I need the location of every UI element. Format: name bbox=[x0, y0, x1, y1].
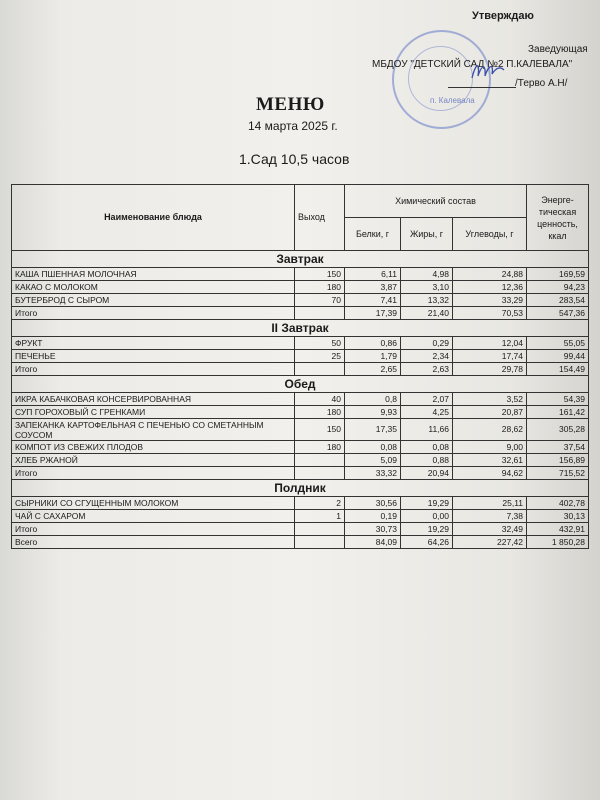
signature-name: /Терво А.Н/ bbox=[515, 78, 568, 89]
meal-title: Полдник bbox=[12, 480, 589, 497]
organization-name: МБДОУ "ДЕТСКИЙ САД №2 П.КАЛЕВАЛА" bbox=[372, 59, 573, 70]
dish-fats: 3,10 bbox=[401, 281, 453, 294]
total-carbs: 94,62 bbox=[453, 467, 527, 480]
dish-energy: 402,78 bbox=[527, 497, 589, 510]
meal-total-row bbox=[12, 363, 589, 376]
dish-name: ПЕЧЕНЬЕ bbox=[12, 350, 295, 363]
dish-energy: 283,54 bbox=[527, 294, 589, 307]
total-fats: 20,94 bbox=[401, 467, 453, 480]
dish-fats: 2,34 bbox=[401, 350, 453, 363]
dish-row bbox=[12, 454, 589, 467]
meal-header-row bbox=[12, 480, 589, 497]
dish-output: 2 bbox=[295, 497, 345, 510]
grand-total-row bbox=[12, 536, 589, 549]
dish-output: 50 bbox=[295, 337, 345, 350]
total-label: Итого bbox=[12, 467, 295, 480]
dish-row bbox=[12, 497, 589, 510]
dish-fats: 19,29 bbox=[401, 497, 453, 510]
meal-total-row bbox=[12, 467, 589, 480]
dish-energy: 161,42 bbox=[527, 406, 589, 419]
page-title: МЕНЮ bbox=[256, 94, 325, 115]
dish-proteins: 6,11 bbox=[345, 268, 401, 281]
dish-output: 70 bbox=[295, 294, 345, 307]
dish-row bbox=[12, 337, 589, 350]
dish-fats: 2,07 bbox=[401, 393, 453, 406]
total-output bbox=[295, 523, 345, 536]
grand-total-fats: 64,26 bbox=[401, 536, 453, 549]
meal-header-row bbox=[12, 251, 589, 268]
header-proteins: Белки, г bbox=[345, 218, 401, 251]
total-label: Итого bbox=[12, 307, 295, 320]
dish-carbs: 9,00 bbox=[453, 441, 527, 454]
dish-energy: 169,59 bbox=[527, 268, 589, 281]
dish-output: 150 bbox=[295, 268, 345, 281]
grand-total-label: Всего bbox=[12, 536, 295, 549]
header-carbs: Углеводы, г bbox=[453, 218, 527, 251]
total-output bbox=[295, 363, 345, 376]
dish-carbs: 3,52 bbox=[453, 393, 527, 406]
meal-title: Обед bbox=[12, 376, 589, 393]
total-energy: 154,49 bbox=[527, 363, 589, 376]
dish-proteins: 5,09 bbox=[345, 454, 401, 467]
total-fats: 2,63 bbox=[401, 363, 453, 376]
dish-energy: 156,89 bbox=[527, 454, 589, 467]
dish-energy: 94,23 bbox=[527, 281, 589, 294]
header-fats: Жиры, г bbox=[401, 218, 453, 251]
dish-row bbox=[12, 281, 589, 294]
dish-carbs: 33,29 bbox=[453, 294, 527, 307]
dish-energy: 37,54 bbox=[527, 441, 589, 454]
total-output bbox=[295, 307, 345, 320]
dish-fats: 0,08 bbox=[401, 441, 453, 454]
dish-proteins: 30,56 bbox=[345, 497, 401, 510]
total-carbs: 70,53 bbox=[453, 307, 527, 320]
signature bbox=[468, 56, 508, 86]
meal-header-row bbox=[12, 320, 589, 337]
total-proteins: 30,73 bbox=[345, 523, 401, 536]
dish-row bbox=[12, 268, 589, 281]
dish-row bbox=[12, 406, 589, 419]
total-output bbox=[295, 467, 345, 480]
dish-name: СЫРНИКИ СО СГУЩЕННЫМ МОЛОКОМ bbox=[12, 497, 295, 510]
total-label: Итого bbox=[12, 363, 295, 376]
approval-label: Утверждаю bbox=[472, 10, 534, 22]
dish-output: 180 bbox=[295, 281, 345, 294]
dish-proteins: 7,41 bbox=[345, 294, 401, 307]
section-title: 1.Сад 10,5 часов bbox=[239, 151, 350, 167]
dish-fats: 0,00 bbox=[401, 510, 453, 523]
dish-output bbox=[295, 454, 345, 467]
dish-proteins: 3,87 bbox=[345, 281, 401, 294]
total-energy: 715,52 bbox=[527, 467, 589, 480]
dish-proteins: 17,35 bbox=[345, 419, 401, 441]
meal-header-row bbox=[12, 376, 589, 393]
dish-fats: 0,29 bbox=[401, 337, 453, 350]
dish-proteins: 9,93 bbox=[345, 406, 401, 419]
total-fats: 21,40 bbox=[401, 307, 453, 320]
dish-energy: 54,39 bbox=[527, 393, 589, 406]
meal-total-row bbox=[12, 307, 589, 320]
dish-row bbox=[12, 294, 589, 307]
dish-fats: 13,32 bbox=[401, 294, 453, 307]
dish-energy: 305,28 bbox=[527, 419, 589, 441]
total-proteins: 17,39 bbox=[345, 307, 401, 320]
dish-proteins: 0,19 bbox=[345, 510, 401, 523]
grand-total-output bbox=[295, 536, 345, 549]
dish-row bbox=[12, 350, 589, 363]
total-label: Итого bbox=[12, 523, 295, 536]
header-output: Выход bbox=[295, 185, 345, 251]
dish-fats: 11,66 bbox=[401, 419, 453, 441]
head-role: Заведующая bbox=[528, 44, 588, 55]
dish-carbs: 32,61 bbox=[453, 454, 527, 467]
total-proteins: 33,32 bbox=[345, 467, 401, 480]
total-energy: 547,36 bbox=[527, 307, 589, 320]
grand-total-energy: 1 850,28 bbox=[527, 536, 589, 549]
header-energy: Энерге-тическая ценность, ккал bbox=[527, 185, 589, 251]
dish-fats: 0,88 bbox=[401, 454, 453, 467]
dish-energy: 99,44 bbox=[527, 350, 589, 363]
dish-carbs: 25,11 bbox=[453, 497, 527, 510]
dish-name: ЗАПЕКАНКА КАРТОФЕЛЬНАЯ С ПЕЧЕНЬЮ СО СМЕТАННЫМ СОУСОМ bbox=[12, 419, 295, 441]
dish-output: 180 bbox=[295, 441, 345, 454]
dish-proteins: 0,86 bbox=[345, 337, 401, 350]
total-fats: 19,29 bbox=[401, 523, 453, 536]
dish-output: 180 bbox=[295, 406, 345, 419]
menu-date: 14 марта 2025 г. bbox=[248, 119, 338, 133]
dish-name: СУП ГОРОХОВЫЙ С ГРЕНКАМИ bbox=[12, 406, 295, 419]
meal-title: Завтрак bbox=[12, 251, 589, 268]
dish-carbs: 7,38 bbox=[453, 510, 527, 523]
meal-title: II Завтрак bbox=[12, 320, 589, 337]
grand-total-proteins: 84,09 bbox=[345, 536, 401, 549]
dish-name: КОМПОТ ИЗ СВЕЖИХ ПЛОДОВ bbox=[12, 441, 295, 454]
dish-energy: 55,05 bbox=[527, 337, 589, 350]
dish-output: 40 bbox=[295, 393, 345, 406]
total-energy: 432,91 bbox=[527, 523, 589, 536]
dish-output: 1 bbox=[295, 510, 345, 523]
dish-fats: 4,25 bbox=[401, 406, 453, 419]
total-carbs: 29,78 bbox=[453, 363, 527, 376]
dish-name: ИКРА КАБАЧКОВАЯ КОНСЕРВИРОВАННАЯ bbox=[12, 393, 295, 406]
dish-row bbox=[12, 419, 589, 441]
dish-carbs: 28,62 bbox=[453, 419, 527, 441]
dish-proteins: 0,8 bbox=[345, 393, 401, 406]
signature-line bbox=[448, 87, 516, 88]
dish-proteins: 0,08 bbox=[345, 441, 401, 454]
dish-row bbox=[12, 510, 589, 523]
menu-table bbox=[11, 184, 589, 549]
dish-carbs: 17,74 bbox=[453, 350, 527, 363]
menu-table-body bbox=[12, 251, 589, 549]
meal-total-row bbox=[12, 523, 589, 536]
dish-name: БУТЕРБРОД С СЫРОМ bbox=[12, 294, 295, 307]
dish-carbs: 24,88 bbox=[453, 268, 527, 281]
dish-fats: 4,98 bbox=[401, 268, 453, 281]
dish-proteins: 1,79 bbox=[345, 350, 401, 363]
stamp-text: п. Калевала bbox=[430, 96, 475, 105]
dish-name: ФРУКТ bbox=[12, 337, 295, 350]
grand-total-carbs: 227,42 bbox=[453, 536, 527, 549]
header-chemical-composition: Химический состав bbox=[345, 185, 527, 218]
dish-row bbox=[12, 441, 589, 454]
dish-output: 150 bbox=[295, 419, 345, 441]
total-carbs: 32,49 bbox=[453, 523, 527, 536]
dish-output: 25 bbox=[295, 350, 345, 363]
dish-name: ХЛЕБ РЖАНОЙ bbox=[12, 454, 295, 467]
header-dish-name: Наименование блюда bbox=[12, 185, 295, 251]
dish-carbs: 12,36 bbox=[453, 281, 527, 294]
dish-energy: 30,13 bbox=[527, 510, 589, 523]
dish-name: ЧАЙ С САХАРОМ bbox=[12, 510, 295, 523]
dish-carbs: 20,87 bbox=[453, 406, 527, 419]
total-proteins: 2,65 bbox=[345, 363, 401, 376]
dish-carbs: 12,04 bbox=[453, 337, 527, 350]
dish-name: КАША ПШЕННАЯ МОЛОЧНАЯ bbox=[12, 268, 295, 281]
dish-name: КАКАО С МОЛОКОМ bbox=[12, 281, 295, 294]
dish-row bbox=[12, 393, 589, 406]
